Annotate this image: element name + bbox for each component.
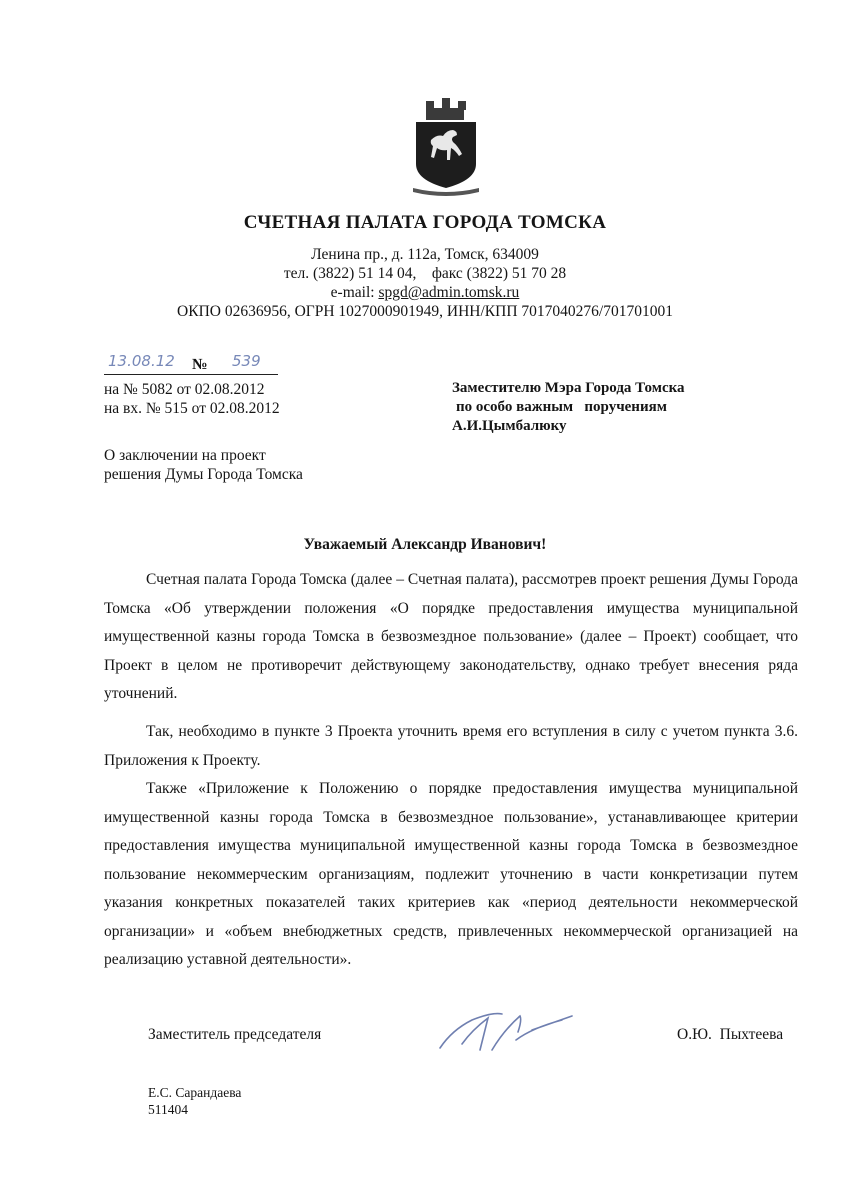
organization-name: СЧЕТНАЯ ПАЛАТА ГОРОДА ТОМСКА [243,212,607,233]
reference-line-1: на № 5082 от 02.08.2012 [104,381,265,398]
outgoing-number-line [104,352,278,375]
email-link[interactable]: spgd@admin.tomsk.ru [378,284,520,301]
registration-codes: ОКПО 02636956, ОГРН 1027000901949, ИНН/КПП 7017040276/701701001 [177,303,673,320]
handwritten-date: 13.08.12 [108,352,175,370]
subject-line-1: О заключении на проект [104,447,266,464]
tomsk-coat-of-arms [409,98,483,196]
subject-line-2: решения Думы Города Томска [104,466,303,483]
executor-phone: 511404 [148,1102,188,1117]
handwritten-number: 539 [232,352,261,370]
signatory-name: О.Ю. Пыхтеева [677,1026,784,1043]
number-sign: № [192,356,208,373]
body-paragraph-2: Так, необходимо в пункте 3 Проекта уточнить время его вступления в силу с учетом пункта 3.6. Приложения к Проекту. [104,723,798,769]
addressee-line-2: по особо важным поручениям [456,399,667,415]
executor-name: Е.С. Сарандаева [148,1085,242,1100]
email-line [0,283,850,302]
body-paragraph-1: Счетная палата Города Томска (далее – Счетная палата), рассмотрев проект решения Думы Города Томска «Об утверждении положения «О порядке предоставления имущества муниципальной имущественной казны города Томска в безвозмездное пользование» (далее – Проект) сообщает, что Проект в целом не противоречит действующему законодательству, однако требует внесения ряда уточнений. [104,571,798,702]
addressee-line-1: Заместителю Мэра Города Томска [452,380,685,396]
email-label: e-mail: [330,284,379,301]
salutation: Уважаемый Александр Иванович! [303,536,547,553]
phone-fax-line: тел. (3822) 51 14 04, факс (3822) 51 70 28 [283,265,567,282]
handwritten-signature [432,1000,582,1060]
addressee-line-3: А.И.Цымбалюку [452,418,567,434]
reference-line-2: на вх. № 515 от 02.08.2012 [104,400,280,417]
body-paragraph-3: Также «Приложение к Положению о порядке предоставления имущества муниципальной имущественной казны города Томска в безвозмездное пользование», устанавливающее критерии предоставления имущества муниципальной имущественной казны города Томска в безвозмездное пользование некоммерческим организациям, подлежит уточнению в части конкретизации путем указания конкретных показателей таких критериев как «период деятельности некоммерческой организации» и «объем внебюджетных средств, привлеченных некоммерческой организацией на реализацию уставной деятельности». [104,780,798,968]
signatory-position: Заместитель председателя [148,1026,322,1043]
address-line: Ленина пр., д. 112а, Томск, 634009 [311,246,539,263]
